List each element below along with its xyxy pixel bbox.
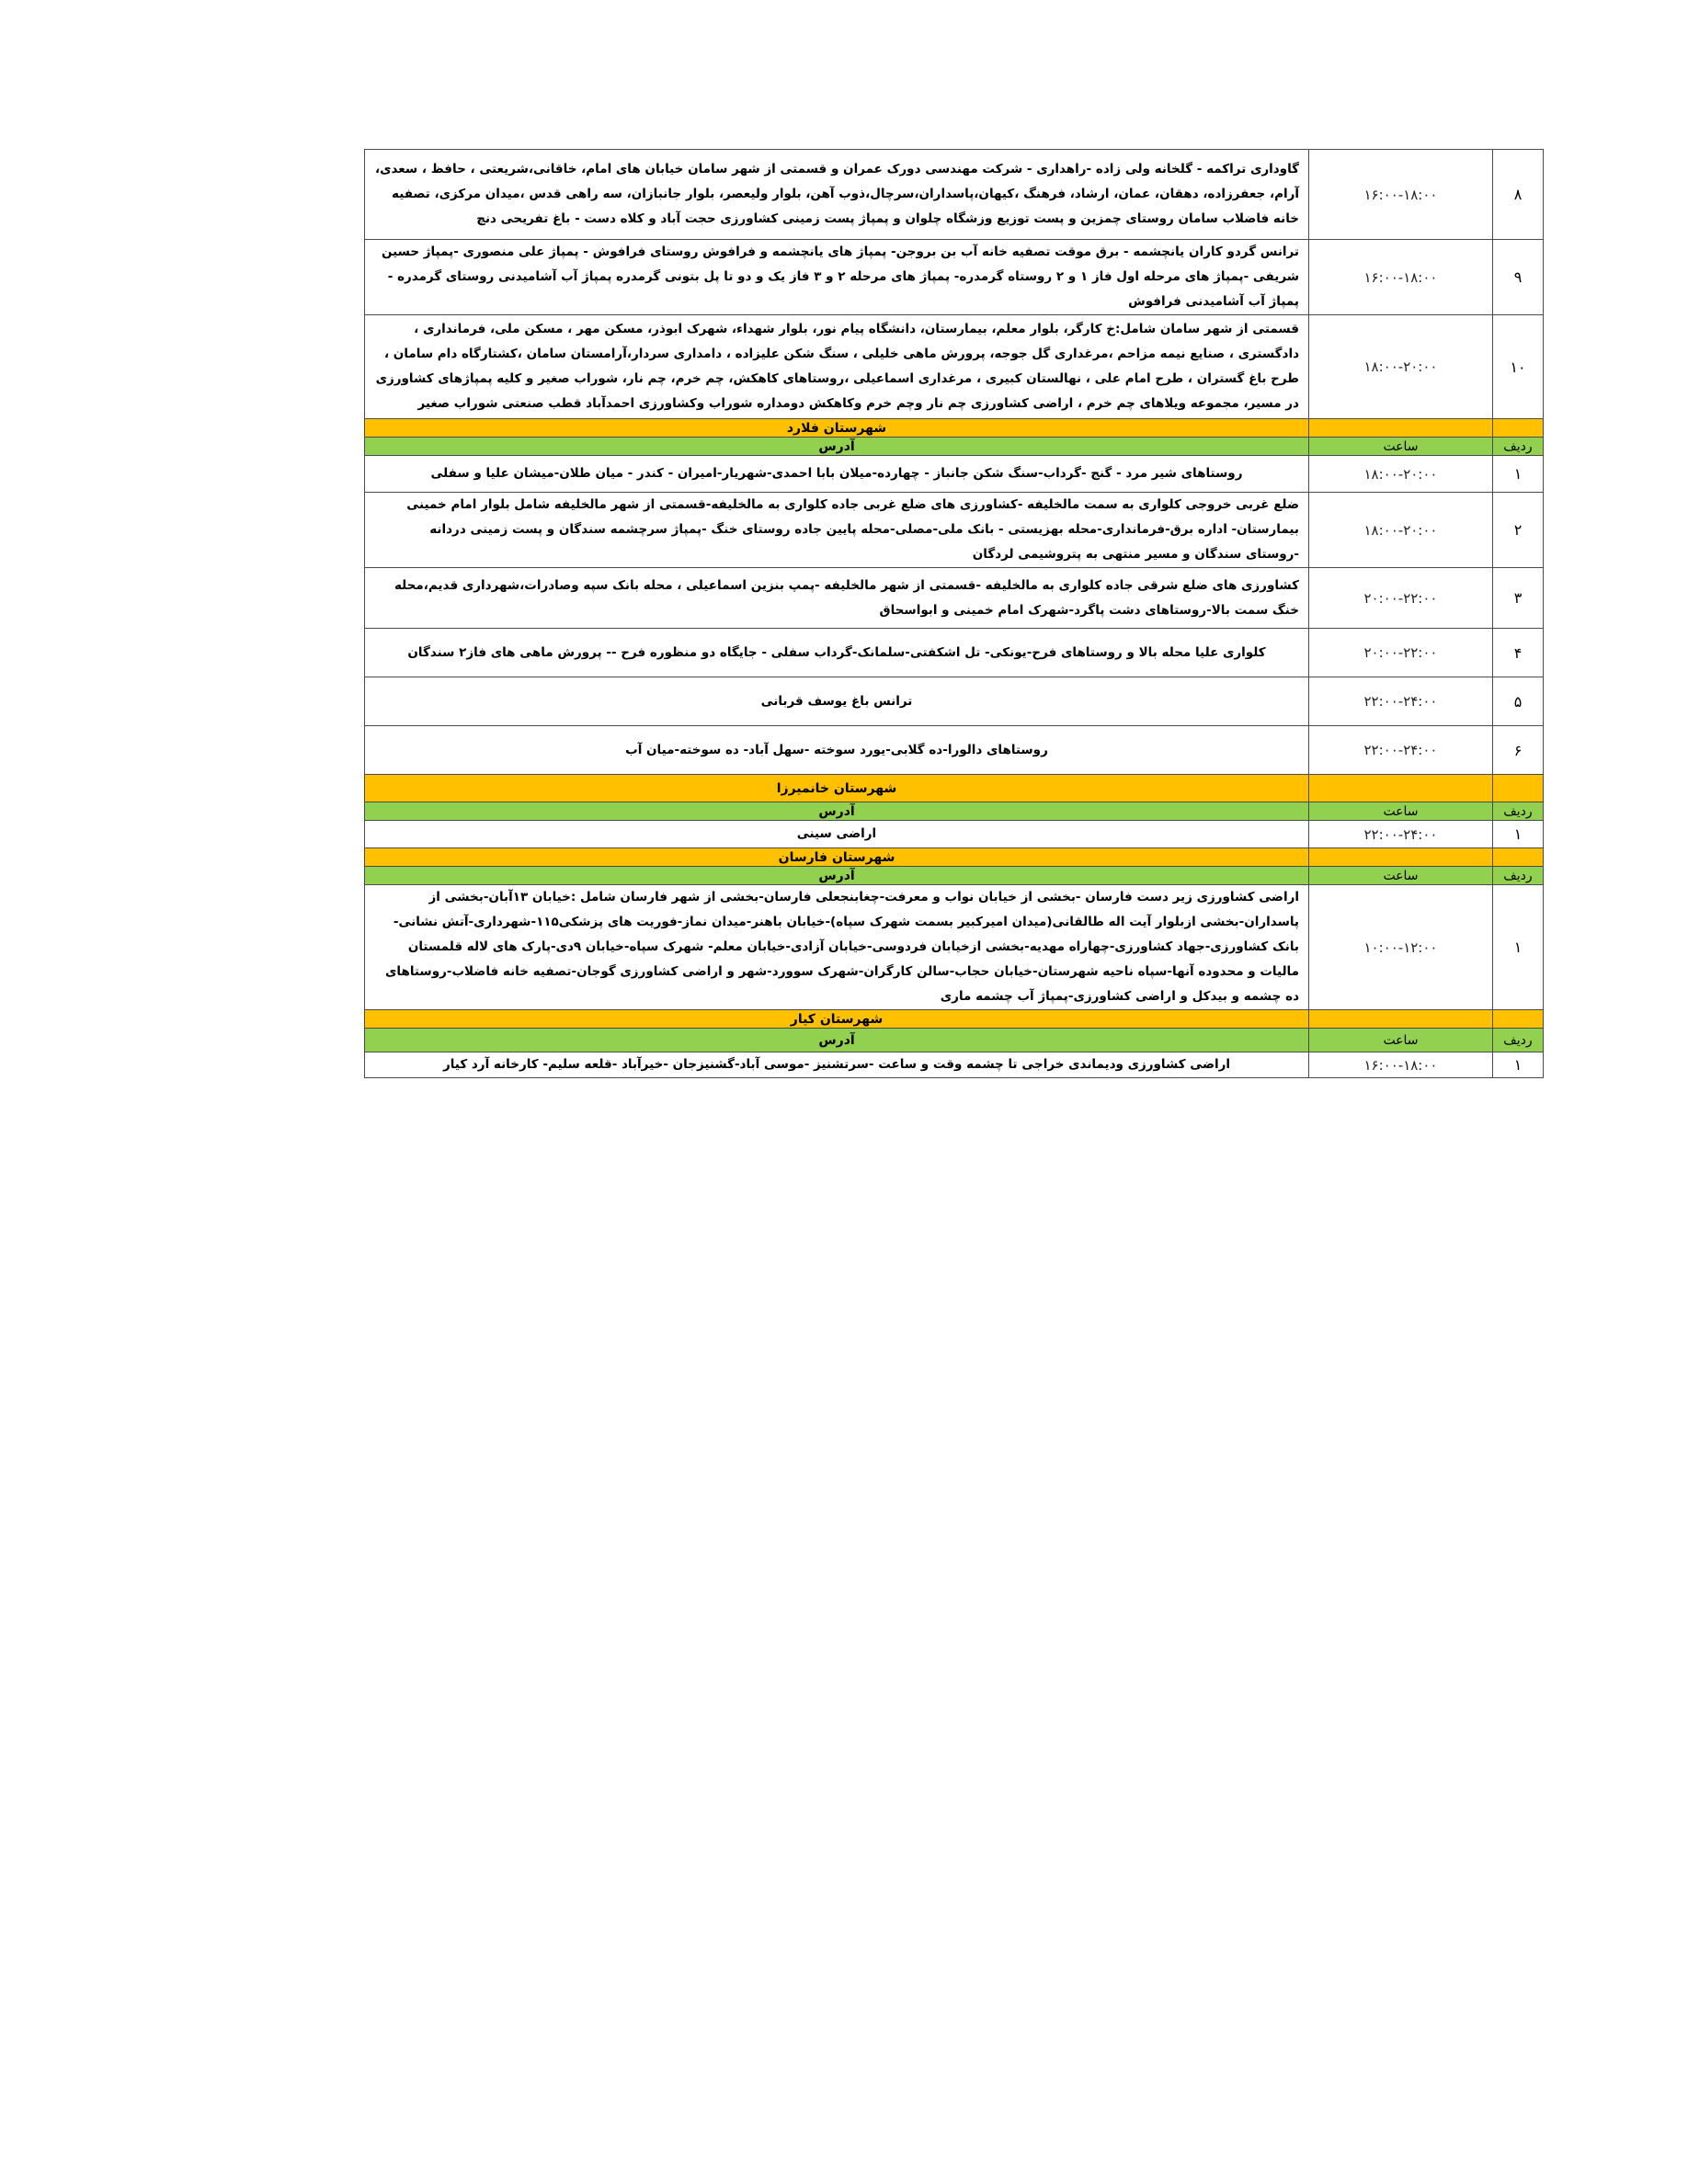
outage-schedule-table <box>364 149 1544 1078</box>
address-cell: کلواری علیا محله بالا و روستاهای فرح-یونکی- تل اشکفتی-سلمانک-گرداب سفلی - جایگاه دو منظوره فرح -- پرورش ماهی های فاز۲ سندگان <box>365 629 1309 677</box>
row-index: ۴ <box>1493 629 1544 677</box>
column-header-row <box>365 438 1544 456</box>
time-range: ۱۶:۰۰-۱۸:۰۰ <box>1309 1052 1493 1078</box>
county-row <box>365 775 1544 802</box>
column-header-row <box>365 1029 1544 1052</box>
row-index: ۶ <box>1493 726 1544 775</box>
time-range: ۲۲:۰۰-۲۴:۰۰ <box>1309 677 1493 726</box>
address-cell: اراضی کشاورزی زیر دست فارسان -بخشی از خیابان نواب و معرفت-چغابنجعلی فارسان-بخشی از شهر فارسان شامل :خیابان ۱۳آبان-بخشی از پاسداران-بخشی ازبلوار آیت اله طالقانی(میدان امیرکبیر بسمت شهرک سپاه)-خیابان باهنر-میدان نماز-فوریت های پزشکی۱۱۵-شهرداری-آتش نشانی-بانک کشاورزی-جهاد کشاورزی-چهاراه مهدیه-بخشی ازخیابان فردوسی-خیابان آزادی-خیابان معلم- شهرک سپاه-خیابان ۹دی-پارک های لاله قلمستان مالیات و محدوده آنها-سپاه ناحیه شهرستان-خیابان حجاب-سالن کارگران-شهرک سوورد-شهر و اراضی کشاورزی گوجان-تصفیه خانه فاضلاب-روستاهای ده چشمه و بیدکل و اراضی کشاورزی-پمپاژ آب چشمه ماری <box>365 885 1309 1010</box>
row-index: ۱ <box>1493 885 1544 1010</box>
county-row <box>365 848 1544 867</box>
table-row <box>365 677 1544 726</box>
table-row <box>365 456 1544 493</box>
time-range: ۱۶:۰۰-۱۸:۰۰ <box>1309 240 1493 315</box>
county-row <box>365 1010 1544 1029</box>
column-header-row <box>365 802 1544 821</box>
time-range: ۱۸:۰۰-۲۰:۰۰ <box>1309 493 1493 568</box>
table-row <box>365 726 1544 775</box>
header-time: ساعت <box>1309 802 1493 821</box>
table-row <box>365 885 1544 1010</box>
table-row <box>365 315 1544 419</box>
row-index: ۵ <box>1493 677 1544 726</box>
row-index: ۱۰ <box>1493 315 1544 419</box>
time-range: ۱۶:۰۰-۱۸:۰۰ <box>1309 150 1493 240</box>
county-title: شهرستان فلارد <box>365 419 1309 438</box>
row-index: ۳ <box>1493 568 1544 629</box>
header-time: ساعت <box>1309 1029 1493 1052</box>
column-header-row <box>365 867 1544 885</box>
header-time: ساعت <box>1309 867 1493 885</box>
county-title: شهرستان کیار <box>365 1010 1309 1029</box>
row-index: ۹ <box>1493 240 1544 315</box>
county-row <box>365 419 1544 438</box>
time-range: ۱۸:۰۰-۲۰:۰۰ <box>1309 456 1493 493</box>
row-index: ۸ <box>1493 150 1544 240</box>
address-cell: قسمتی از شهر سامان شامل:خ کارگر، بلوار معلم، بیمارستان، دانشگاه پیام نور، بلوار شهداء، شهرک ابوذر، مسکن مهر ، مسکن ملی، فرمانداری ، دادگستری ، صنایع نیمه مزاحم ،مرغداری گل جوجه، پرورش ماهی خلیلی ، سنگ شکن علیزاده ، دامداری سردار،آرامستان سامان ،کشتارگاه دام سامان ، طرح باغ گستران ، طرح امام علی ، نهالستان کبیری ، مرغداری اسماعیلی ،روستاهای کاهکش، چم خرم، چم نار، شوراب صغیر و کلیه پمپاژهای کشاورزی در مسیر، مجموعه ویلاهای چم خرم ، اراضی کشاورزی چم نار وچم خرم وکاهکش دومداره شوراب وکشاورزی احمدآباد قطب صنعتی شوراب صغیر <box>365 315 1309 419</box>
county-title: شهرستان فارسان <box>365 848 1309 867</box>
time-range: ۲۰:۰۰-۲۲:۰۰ <box>1309 568 1493 629</box>
header-time: ساعت <box>1309 438 1493 456</box>
table-row <box>365 821 1544 848</box>
address-cell: کشاورزی های ضلع شرقی جاده کلواری به مالخلیفه -قسمتی از شهر مالخلیفه -پمپ بنزین اسماعیلی ، محله بانک سپه وصادرات،شهرداری قدیم،محله خنگ سمت بالا-روستاهای دشت پاگرد-شهرک امام خمینی و ابواسحاق <box>365 568 1309 629</box>
row-index: ۱ <box>1493 1052 1544 1078</box>
row-index: ۱ <box>1493 821 1544 848</box>
address-cell: ضلع غربی خروجی کلواری به سمت مالخلیفه -کشاورزی های ضلع غربی جاده کلواری به مالخلیفه-قسمتی از شهر مالخلیفه شامل بلوار امام خمینی بیمارستان- اداره برق-فرمانداری-محله بهزیستی - بانک ملی-مصلی-محله پایین جاده روستای خنگ -پمپاژ سرچشمه سندگان و پست زمینی دردانه -روستای سندگان و مسیر منتهی به پتروشیمی لردگان <box>365 493 1309 568</box>
address-cell: اراضی کشاورزی ودیماندی خراجی تا چشمه وقت و ساعت -سرتشنیز -موسی آباد-گشنیزجان -خیرآباد -قلعه سلیم- کارخانه آرد کیار <box>365 1052 1309 1078</box>
table-row <box>365 629 1544 677</box>
time-range: ۲۲:۰۰-۲۴:۰۰ <box>1309 726 1493 775</box>
table-row <box>365 1052 1544 1078</box>
table-row <box>365 568 1544 629</box>
header-index: ردیف <box>1493 867 1544 885</box>
header-address: آدرس <box>365 802 1309 821</box>
header-address: آدرس <box>365 1029 1309 1052</box>
header-index: ردیف <box>1493 1029 1544 1052</box>
header-address: آدرس <box>365 438 1309 456</box>
table-row <box>365 493 1544 568</box>
row-index: ۱ <box>1493 456 1544 493</box>
address-cell: روستاهای شیر مرد - گنج -گرداب-سنگ شکن جانباز - چهارده-میلان بابا احمدی-شهریار-امیران - کندر - میان طلان-میشان علیا و سفلی <box>365 456 1309 493</box>
address-cell: گاوداری تراکمه - گلخانه ولی زاده -راهداری - شرکت مهندسی دورک عمران و قسمتی از شهر سامان خیابان های امام، خاقانی،شریعتی ، حافظ ، سعدی، آرام، جعفرزاده، دهقان، عمان، ارشاد، فرهنگ ،کیهان،پاسداران،سرچال،ذوب آهن، بلوار ولیعصر، بلوار جانبازان، سه راهی قدس ،میدان مرکزی، تصفیه خانه فاضلاب سامان روستای چمزین و پست توزیع وزشگاه چلوان و پمپاژ پست زمینی کشاورزی حجت آباد و کلاه دست - باغ تفریحی دنچ <box>365 150 1309 240</box>
time-range: ۲۰:۰۰-۲۲:۰۰ <box>1309 629 1493 677</box>
address-cell: روستاهای دالورا-ده گلابی-یورد سوخته -سهل آباد- ده سوخته-میان آب <box>365 726 1309 775</box>
table-row <box>365 240 1544 315</box>
time-range: ۲۲:۰۰-۲۴:۰۰ <box>1309 821 1493 848</box>
address-cell: ترانس باغ یوسف قربانی <box>365 677 1309 726</box>
time-range: ۱۸:۰۰-۲۰:۰۰ <box>1309 315 1493 419</box>
table-row <box>365 150 1544 240</box>
header-index: ردیف <box>1493 438 1544 456</box>
time-range: ۱۰:۰۰-۱۲:۰۰ <box>1309 885 1493 1010</box>
county-title: شهرستان خانمیرزا <box>365 775 1309 802</box>
address-cell: ترانس گردو کاران یانچشمه - برق موقت تصفیه خانه آب بن بروجن- پمپاژ های یانچشمه و فرافوش روستای فرافوش - پمپاژ علی منصوری -پمپاژ حسین شریفی -پمپاژ های مرحله اول فاز ۱ و ۲ روستاه گرمدره- پمپاژ های مرحله ۲ و ۳ فاز یک و دو تا پل بتونی گرمدره پمپاژ آب آشامیدنی روستای گرمدره - پمپاژ آب آشامیدنی فرافوش <box>365 240 1309 315</box>
address-cell: اراضی سینی <box>365 821 1309 848</box>
header-index: ردیف <box>1493 802 1544 821</box>
header-address: آدرس <box>365 867 1309 885</box>
row-index: ۲ <box>1493 493 1544 568</box>
